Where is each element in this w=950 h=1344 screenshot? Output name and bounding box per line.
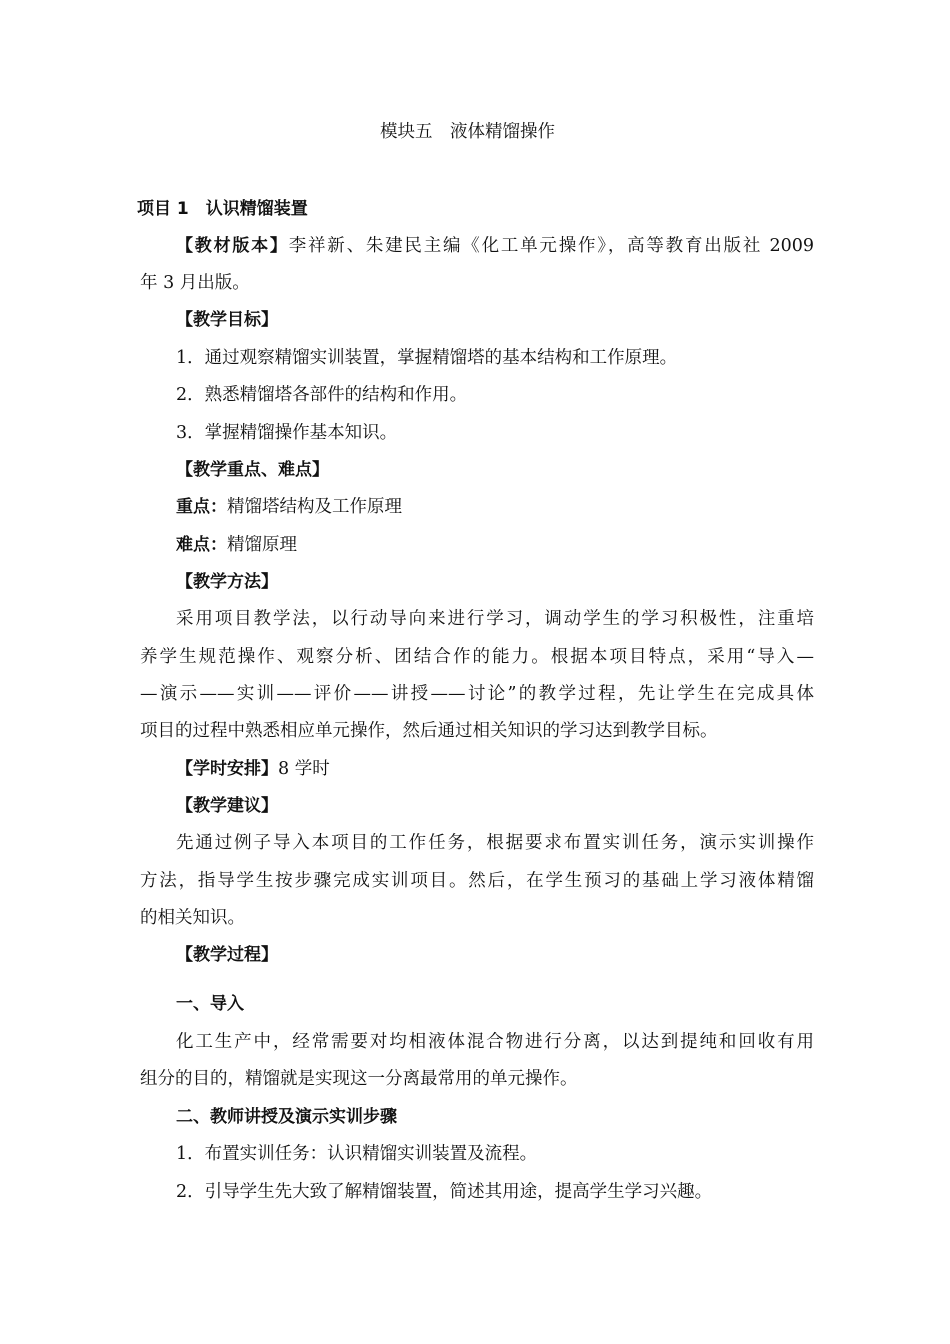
module-title: 模块五 液体精馏操作 [380, 122, 555, 142]
method-heading: 【教学方法】 [176, 572, 278, 592]
section-2-heading: 二、教师讲授及演示实训步骤 [176, 1107, 397, 1127]
difficult-label: 难点： [176, 535, 227, 555]
objective-item-2: 2．熟悉精馏塔各部件的结构和作用。 [176, 385, 468, 405]
objective-item-3: 3．掌握精馏操作基本知识。 [176, 423, 398, 443]
section-1-heading: 一、导入 [176, 994, 244, 1014]
method-line-3: —演示——实训——评价——讲授——讨论”的教学过程，先让学生在完成具体 [140, 684, 814, 704]
section-2-item-2: 2．引导学生先大致了解精馏装置，简述其用途，提高学生学习兴趣。 [176, 1182, 713, 1202]
hours-value: 8 学时 [278, 759, 330, 779]
key-point-line [176, 495, 402, 519]
suggestion-line-2: 方法，指导学生按步骤完成实训项目。然后，在学生预习的基础上学习液体精馏 [140, 871, 814, 891]
objective-item-1: 1．通过观察精馏实训装置，掌握精馏塔的基本结构和工作原理。 [176, 348, 678, 368]
project-heading: 项目 1 认识精馏装置 [137, 199, 308, 219]
method-line-1: 采用项目教学法，以行动导向来进行学习，调动学生的学习积极性，注重培 [176, 609, 814, 629]
textbook-label: 【教材版本】 [176, 236, 289, 256]
textbook-text: 李祥新、朱建民主编《化工单元操作》，高等教育出版社 2009 [288, 236, 814, 256]
difficult-text: 精馏原理 [227, 535, 297, 555]
suggestion-line-3: 的相关知识。 [140, 908, 245, 928]
key-text: 精馏塔结构及工作原理 [227, 497, 402, 517]
key-label: 重点： [176, 497, 227, 517]
process-heading: 【教学过程】 [176, 945, 278, 965]
textbook-line-2: 年 3 月出版。 [140, 273, 250, 293]
objectives-heading: 【教学目标】 [176, 310, 278, 330]
section-1-line-2: 组分的目的，精馏就是实现这一分离最常用的单元操作。 [140, 1069, 578, 1089]
difficult-point-line [176, 533, 297, 557]
key-points-heading: 【教学重点、难点】 [176, 460, 329, 480]
method-line-4: 项目的过程中熟悉相应单元操作，然后通过相关知识的学习达到教学目标。 [140, 721, 718, 741]
suggestion-line-1: 先通过例子导入本项目的工作任务，根据要求布置实训任务，演示实训操作 [176, 833, 814, 853]
textbook-line-1 [176, 234, 814, 258]
hours-label: 【学时安排】 [176, 759, 278, 779]
hours-line [176, 757, 330, 781]
suggestion-heading: 【教学建议】 [176, 796, 278, 816]
section-1-line-1: 化工生产中，经常需要对均相液体混合物进行分离，以达到提纯和回收有用 [176, 1032, 814, 1052]
section-2-item-1: 1．布置实训任务：认识精馏实训装置及流程。 [176, 1144, 538, 1164]
method-line-2: 养学生规范操作、观察分析、团结合作的能力。根据本项目特点，采用“导入— [140, 647, 814, 667]
